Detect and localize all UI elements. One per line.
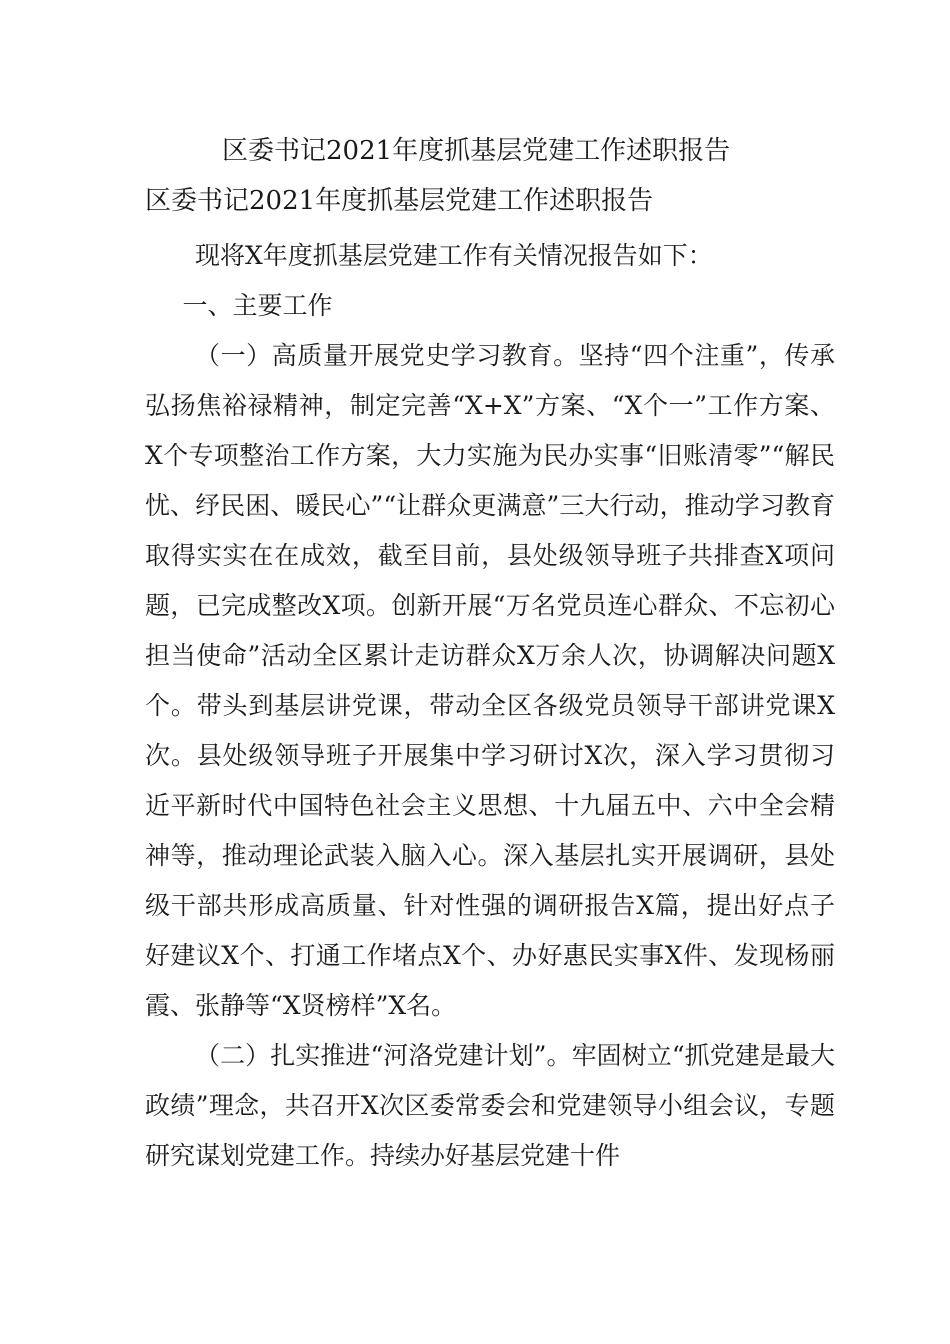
body-paragraph-2: （二）扎实推进“河洛党建计划”。牢固树立“抓党建是最大政绩”理念，共召开X次区委常委会和党建领导小组会议，专题研究谋划党建工作。持续办好基层党建十件	[145, 1041, 835, 1170]
document-title: 区委书记2021年度抓基层党建工作述职报告	[222, 136, 731, 166]
document-subtitle: 区委书记2021年度抓基层党建工作述职报告	[145, 186, 654, 216]
section-heading: 一、主要工作	[182, 291, 333, 320]
document-body	[145, 231, 835, 1181]
body-paragraph-1: （一）高质量开展党史学习教育。坚持“四个注重”，传承弘扬焦裕禄精神，制定完善“X+X”方案、“X个一”工作方案、X个专项整治工作方案，大力实施为民办实事“旧账清零”“解民忧、纾民困、暖民心”“让群众更满意”三大行动，推动学习教育取得实实在在成效，截至目前，县处级领导班子共排查X项问题，已完成整改X项。创新开展“万名党员连心群众、不忘初心担当使命”活动全区累计走访群众X万余人次，协调解决问题X个。带头到基层讲党课，带动全区各级党员领导干部讲党课X次。县处级领导班子开展集中学习研讨X次，深入学习贯彻习近平新时代中国特色社会主义思想、十九届五中、六中全会精神等，推动理论武装入脑入心。深入基层扎实开展调研，县处级干部共形成高质量、针对性强的调研报告X篇，提出好点子好建议X个、打通工作堵点X个、办好惠民实事X件、发现杨丽霞、张静等“X贤榜样”X名。	[145, 341, 835, 1020]
intro-paragraph: 现将X年度抓基层党建工作有关情况报告如下：	[195, 241, 713, 270]
